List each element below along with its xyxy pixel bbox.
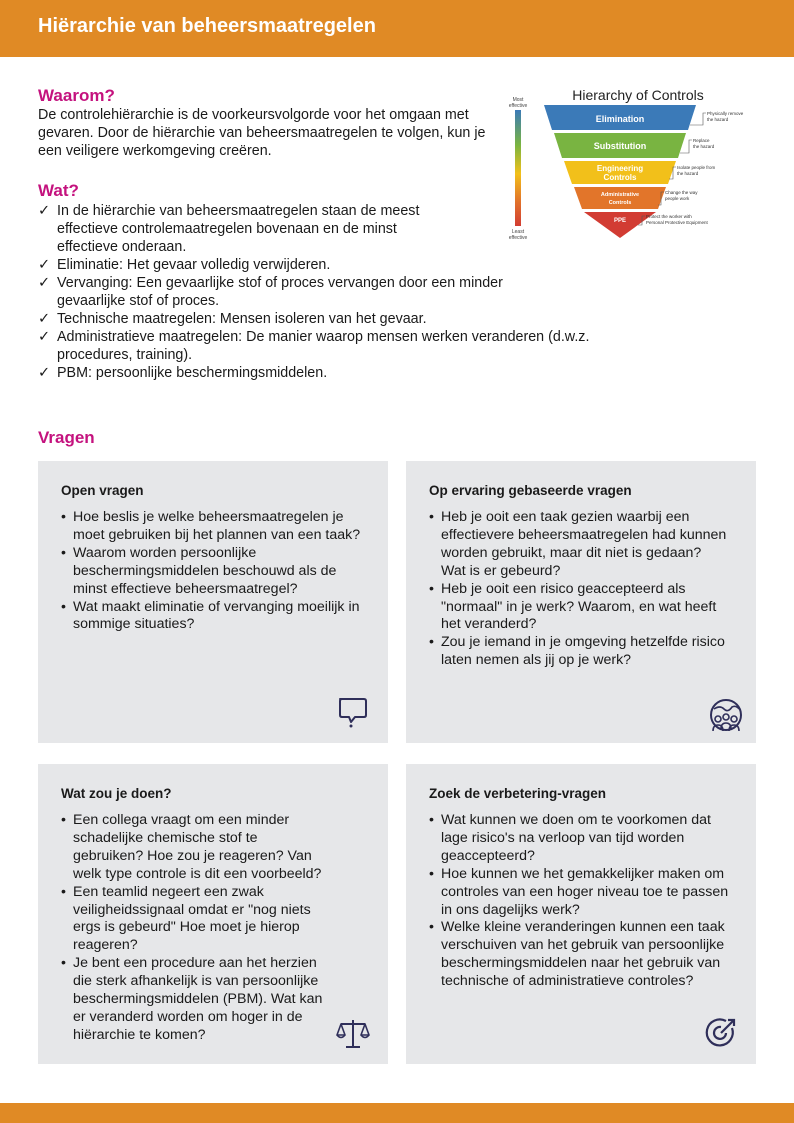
question-card-what-would-you-do bbox=[38, 764, 388, 1064]
level-description: Isolate people from bbox=[677, 165, 716, 170]
page-footer bbox=[0, 1103, 794, 1123]
level-name: Substitution bbox=[593, 141, 647, 151]
level-name: PPE bbox=[613, 218, 627, 224]
level-name: Elimination bbox=[595, 114, 645, 124]
checkmark-icon: ✓ bbox=[38, 203, 50, 219]
card-title: Op ervaring gebaseerde vragen bbox=[429, 483, 632, 498]
question-card-improvement bbox=[406, 764, 756, 1064]
checkmark-icon: ✓ bbox=[38, 329, 50, 345]
waarom-heading: Waarom? bbox=[38, 86, 115, 105]
question-list bbox=[61, 509, 361, 634]
question-card-open bbox=[38, 461, 388, 743]
scales-icon bbox=[336, 1016, 370, 1050]
question-card-experience bbox=[406, 461, 756, 743]
list-item: ✓ In de hiërarchie van beheersmaatregelen staan de meest effectieve controlemaatregelen bovenaan en de minst effectieve onderaan. bbox=[38, 203, 420, 255]
list-item: • Hoe kunnen we het gemakkelijker maken om controles van een hoger niveau toe te passen in ons dagelijks werk? bbox=[429, 866, 729, 920]
waarom-text: De controlehiërarchie is de voorkeursvolgorde voor het omgaan met gevaren. Door de hiërarchie van beheersmaatregelen te volgen, kun je een veiligere werkomgeving creëren. bbox=[38, 107, 486, 159]
list-item: ✓ Administratieve maatregelen: De manier waarop mensen werken veranderen (d.w.z. procedures, training). bbox=[38, 329, 590, 363]
effective-label-top: effective bbox=[508, 103, 528, 109]
checkmark-icon: ✓ bbox=[38, 311, 50, 327]
checkmark-icon: ✓ bbox=[38, 365, 50, 381]
level-description-line2: the hazard bbox=[677, 171, 699, 176]
level-description-line2: the hazard bbox=[707, 117, 729, 122]
list-item: ✓ PBM: persoonlijke beschermingsmiddelen. bbox=[38, 365, 328, 381]
list-item: • Waarom worden persoonlijke beschermingsmiddelen beschouwd als de minst effectieve beheersmaatregel? bbox=[61, 545, 361, 599]
speech-bubble-icon bbox=[336, 695, 370, 729]
list-item: • Welke kleine veranderingen kunnen een taak verschuiven van het gebruik van persoonlijke beschermingsmiddelen naar het gebruik van technische of administratieve controles? bbox=[429, 919, 729, 991]
vragen-heading: Vragen bbox=[38, 428, 95, 447]
checkmark-icon: ✓ bbox=[38, 257, 50, 273]
level-name: Engineering bbox=[596, 164, 644, 173]
level-name-line2: Controls bbox=[608, 200, 632, 206]
level-name: Administrative bbox=[600, 192, 640, 198]
list-item: ✓ Technische maatregelen: Mensen isoleren van het gevaar. bbox=[38, 311, 427, 327]
level-description: Protect the worker with bbox=[646, 214, 692, 219]
figure-title: Hierarchy of Controls bbox=[572, 87, 704, 103]
wat-heading: Wat? bbox=[38, 181, 79, 200]
card-title: Open vragen bbox=[61, 483, 144, 498]
list-item: • Hoe beslis je welke beheersmaatregelen je moet gebruiken bij het plannen van een taak? bbox=[61, 509, 361, 545]
effectiveness-gradient-bar bbox=[515, 110, 521, 226]
level-description: Physically remove bbox=[707, 111, 744, 116]
level-name-line2: Controls bbox=[603, 173, 637, 182]
list-item: ✓ Eliminatie: Het gevaar volledig verwijderen. bbox=[38, 257, 331, 273]
list-item: • Heb je ooit een taak gezien waarbij een effectievere beheersmaatregelen had kunnen worden gebruikt, maar dit niet is gedaan? Wat is er gebeurd? bbox=[429, 509, 729, 581]
target-icon bbox=[704, 1016, 738, 1050]
list-item: ✓ Vervanging: Een gevaarlijke stof of proces vervangen door een minder gevaarlijke stof of proces. bbox=[38, 275, 503, 309]
level-description-line2: Personal Protective Equipment bbox=[646, 220, 708, 225]
hierarchy-of-controls-figure bbox=[505, 85, 780, 245]
level-description: Change the way bbox=[665, 190, 698, 195]
level-description: Replace bbox=[693, 138, 710, 143]
checkmark-icon: ✓ bbox=[38, 275, 50, 291]
effective-label-bottom: effective bbox=[508, 235, 528, 241]
most-label: Most bbox=[512, 97, 524, 103]
card-title: Wat zou je doen? bbox=[61, 786, 172, 801]
question-list bbox=[429, 509, 729, 670]
list-item: • Heb je ooit een risico geaccepteerd als "normaal" in je werk? Waarom, en wat heeft het veranderd? bbox=[429, 581, 729, 635]
globe-people-icon bbox=[706, 697, 746, 737]
level-description-line2: people work bbox=[665, 196, 690, 201]
card-title: Zoek de verbetering-vragen bbox=[429, 786, 607, 801]
list-item: • Een teamlid negeert een zwak veiligheidssignaal omdat er "nog niets ergs is gebeurd" Hoe moet je hierop reageren? bbox=[61, 884, 331, 956]
page-title: Hiërarchie van beheersmaatregelen bbox=[38, 15, 376, 37]
page-header bbox=[0, 0, 794, 57]
list-item: • Een collega vraagt om een minder schadelijke chemische stof te gebruiken? Hoe zou je reageren? Van welk type controle is dit een voorbeeld? bbox=[61, 812, 331, 884]
question-list bbox=[429, 812, 729, 991]
list-item: • Wat maakt eliminatie of vervanging moeilijk in sommige situaties? bbox=[61, 599, 361, 635]
question-list bbox=[61, 812, 331, 1045]
list-item: • Wat kunnen we doen om te voorkomen dat lage risico's na verloop van tijd worden geaccepteerd? bbox=[429, 812, 729, 866]
least-label: Least bbox=[511, 229, 525, 235]
list-item: • Zou je iemand in je omgeving hetzelfde risico laten nemen als jij op je werk? bbox=[429, 634, 729, 670]
level-description-line2: the hazard bbox=[693, 144, 715, 149]
list-item: • Je bent een procedure aan het herzien die sterk afhankelijk is van persoonlijke beschermingsmiddelen (PBM). Wat kan er veranderd worden om hoger in de hiërarchie te komen? bbox=[61, 955, 331, 1045]
